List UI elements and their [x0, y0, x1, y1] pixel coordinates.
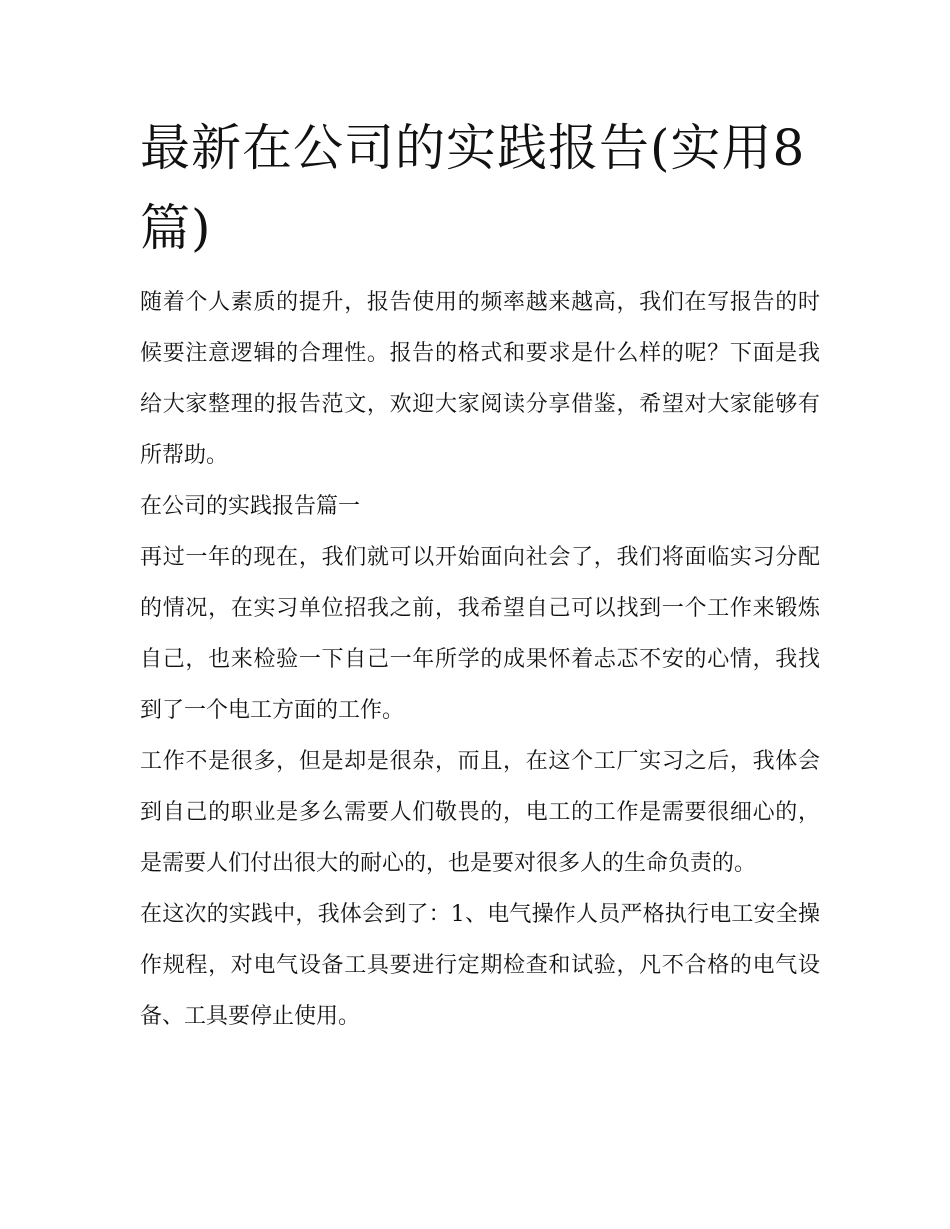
document-title: 最新在公司的实践报告(实用8篇): [140, 119, 806, 257]
document-body: [140, 277, 820, 1042]
body-paragraph: 在这次的实践中，我体会到了：1、电气操作人员严格执行电工安全操作规程，对电气设备工具要进行定期检查和试验，凡不合格的电气设备、工具要停止使用。: [140, 902, 820, 1029]
section-heading: 在公司的实践报告篇一: [140, 494, 361, 519]
body-paragraph: 再过一年的现在，我们就可以开始面向社会了，我们将面临实习分配的情况，在实习单位招我之前，我希望自己可以找到一个工作来锻炼自己，也来检验一下自己一年所学的成果怀着忐忑不安的心情，我找到了一个电工方面的工作。: [140, 545, 820, 723]
body-paragraph: 工作不是很多，但是却是很杂，而且，在这个工厂实习之后，我体会到自己的职业是多么需要人们敬畏的，电工的工作是需要很细心的，是需要人们付出很大的耐心的，也是要对很多人的生命负责的。: [140, 749, 820, 876]
intro-paragraph: 随着个人素质的提升，报告使用的频率越来越高，我们在写报告的时候要注意逻辑的合理性。报告的格式和要求是什么样的呢？下面是我给大家整理的报告范文，欢迎大家阅读分享借鉴，希望对大家能够有所帮助。: [140, 290, 820, 468]
